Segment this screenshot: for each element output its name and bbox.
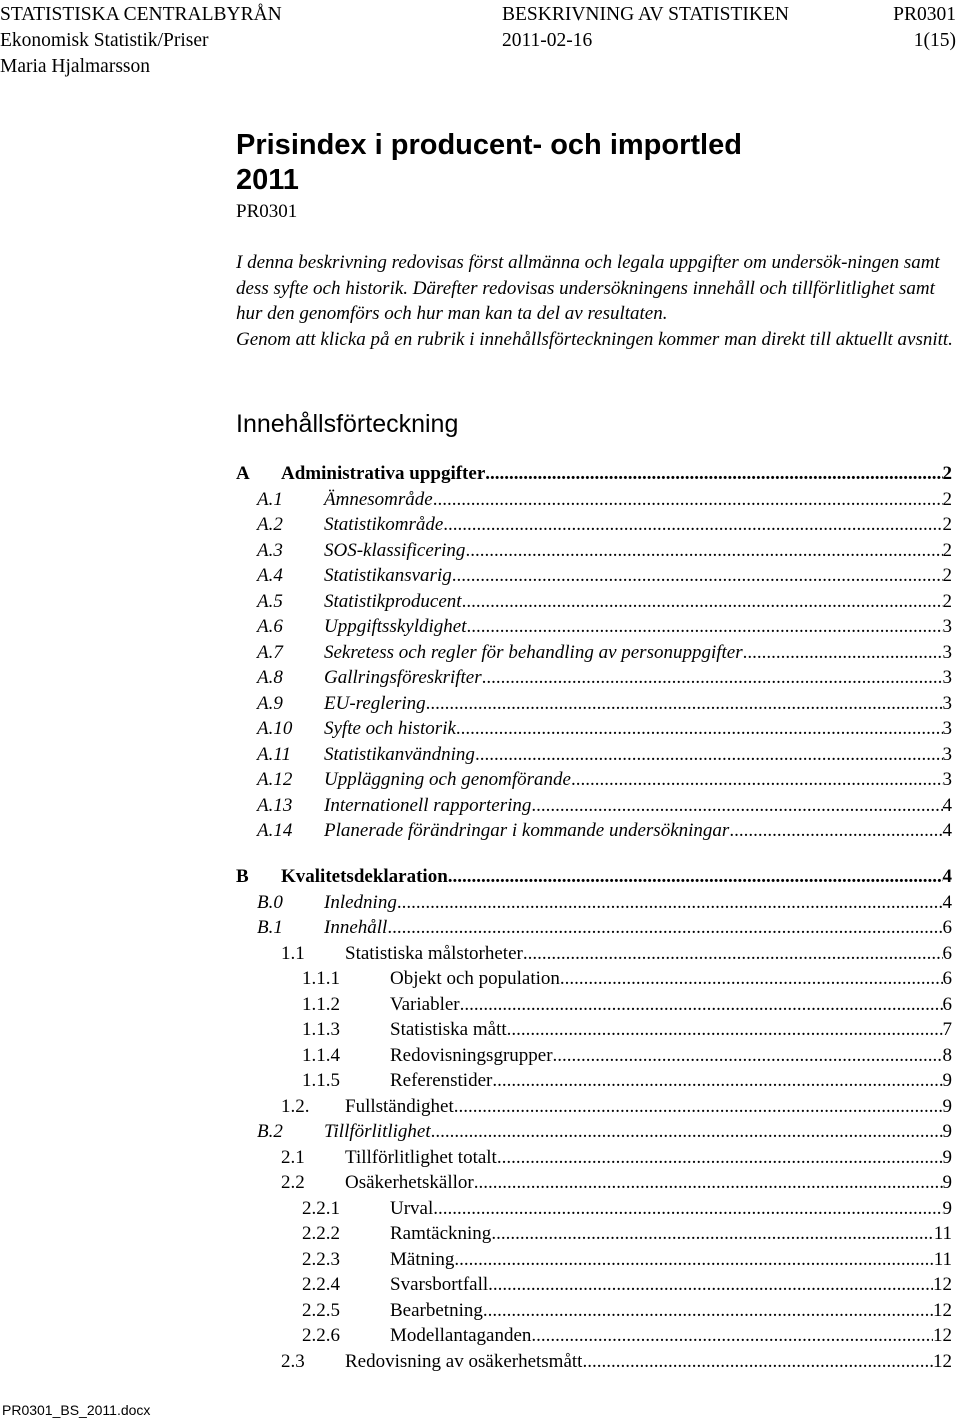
toc-entry-page: 9 — [942, 1172, 952, 1193]
toc-entry-number: A — [236, 463, 250, 484]
toc-entry[interactable] — [257, 512, 952, 538]
toc-entry-number: A.14 — [257, 820, 293, 841]
toc-entry[interactable] — [257, 614, 952, 640]
toc-entry-page: 2 — [942, 463, 952, 484]
toc-entry-page: 12 — [933, 1299, 952, 1321]
toc-leader-dots — [387, 915, 942, 941]
page-count: 1(15) — [913, 30, 956, 51]
agency-name: STATISTISKA CENTRALBYRÅN — [0, 4, 282, 25]
toc-entry-number: 2.2 — [281, 1172, 305, 1193]
toc-entry-page: 9 — [942, 1121, 952, 1142]
toc-leader-dots — [743, 640, 943, 666]
toc-entry-page: 2 — [942, 488, 952, 510]
toc-entry-number: 1.1.3 — [302, 1019, 340, 1040]
toc-entry[interactable] — [302, 1323, 952, 1349]
toc-entry-page: 9 — [942, 1095, 952, 1117]
toc-entry[interactable] — [281, 1170, 952, 1196]
toc-entry[interactable] — [257, 487, 952, 513]
header-middle — [502, 2, 789, 54]
toc-entry-number: 2.2.3 — [302, 1248, 340, 1270]
toc-leader-dots — [531, 793, 942, 819]
toc-entry-number: A.7 — [257, 641, 283, 663]
footer-filename: PR0301_BS_2011.docx — [2, 1402, 151, 1418]
toc-entry-number: A.2 — [257, 514, 283, 535]
toc-entry[interactable] — [302, 1247, 952, 1273]
toc-leader-dots — [460, 992, 943, 1018]
toc-leader-dots — [482, 665, 943, 691]
toc-leader-dots — [729, 818, 942, 844]
toc-entry-page: 8 — [942, 1044, 952, 1066]
toc-entry-label: Ramtäckning — [390, 1223, 492, 1244]
toc-entry-label: Statistiska målstorheter — [345, 942, 523, 964]
toc-entry-page: 3 — [942, 769, 952, 790]
toc-leader-dots — [397, 890, 943, 916]
author-name: Maria Hjalmarsson — [0, 56, 151, 77]
toc-entry-number: A.8 — [257, 667, 283, 688]
toc-entry[interactable] — [257, 640, 952, 666]
toc-entry-number: 1.1.4 — [302, 1044, 340, 1066]
toc-entry[interactable] — [257, 818, 952, 844]
toc-leader-dots — [523, 941, 943, 967]
toc-entry-page: 2 — [942, 514, 952, 535]
toc-entry-page: 11 — [933, 1248, 952, 1270]
toc-entry-label: Redovisningsgrupper — [390, 1044, 553, 1066]
toc-entry-label: Statistikansvarig — [324, 565, 452, 586]
toc-leader-dots — [454, 1247, 933, 1273]
toc-entry[interactable] — [257, 665, 952, 691]
intro-paragraph: I denna beskrivning redovisas först allmänna och legala uppgifter om undersök-ningen samt dess syfte och historik. Därefter redovisas undersökningens innehåll och tillförlitlighet samt hur den genomförs och hur man kan ta del av resultaten. — [236, 252, 940, 324]
toc-leader-dots — [553, 1043, 943, 1069]
toc-entry-label: Sekretess och regler för behandling av personuppgifter — [324, 641, 743, 663]
toc-entry[interactable] — [257, 767, 952, 793]
toc-leader-dots — [433, 1196, 942, 1222]
toc-entry-number: 2.2.4 — [302, 1274, 340, 1295]
toc-entry-page: 3 — [942, 692, 952, 714]
header-right — [893, 2, 956, 54]
toc-entry[interactable] — [257, 742, 952, 768]
toc-entry[interactable] — [302, 1068, 952, 1094]
toc-entry-page: 3 — [942, 743, 952, 765]
toc-entry[interactable] — [302, 1196, 952, 1222]
toc-entry-label: Uppgiftsskyldighet — [324, 616, 467, 637]
toc-entry-number: B.1 — [257, 917, 283, 938]
toc-entry-number: A.12 — [257, 769, 293, 790]
toc-entry[interactable] — [257, 890, 952, 916]
toc-entry-page: 9 — [942, 1146, 952, 1168]
toc-entry-number: 1.1.5 — [302, 1070, 340, 1091]
toc-entry-number: A.3 — [257, 539, 283, 561]
toc-leader-dots — [475, 742, 943, 768]
toc-leader-dots — [492, 1068, 942, 1094]
title-line: Prisindex i producent- och importled — [236, 129, 742, 161]
toc-entry-label: Inledning — [324, 891, 397, 913]
toc-entry-number: B.0 — [257, 891, 283, 913]
toc-leader-dots — [431, 1119, 943, 1145]
toc-entry-label: Modellantaganden — [390, 1325, 532, 1346]
toc-entry-number: 1.2. — [281, 1095, 310, 1117]
toc-entry[interactable] — [302, 1298, 952, 1324]
toc-entry-label: Tillförlitlighet totalt — [345, 1146, 497, 1168]
toc-leader-dots — [582, 1349, 933, 1375]
toc-leader-dots — [483, 1298, 933, 1324]
toc-entry[interactable] — [257, 589, 952, 615]
intro-paragraph: Genom att klicka på en rubrik i innehållsförteckningen kommer man direkt till aktuellt avsnitt. — [236, 328, 953, 350]
toc-entry-number: A.11 — [257, 743, 291, 765]
toc-entry-label: Planerade förändringar i kommande undersökningar — [324, 820, 730, 841]
toc-entry-label: Administrativa uppgifter — [281, 463, 486, 484]
toc-entry-page: 2 — [942, 539, 952, 561]
toc-entry[interactable] — [257, 915, 952, 941]
toc-entry-number: A.13 — [257, 794, 293, 816]
toc-entry-number: 2.3 — [281, 1350, 305, 1372]
page-title — [236, 128, 742, 198]
toc-entry[interactable] — [281, 1349, 952, 1375]
toc-entry-label: Fullständighet — [345, 1095, 454, 1117]
toc-entry[interactable] — [257, 793, 952, 819]
toc-entry-page: 3 — [942, 641, 952, 663]
toc-entry-page: 3 — [942, 718, 952, 739]
toc-entry[interactable] — [302, 1272, 952, 1298]
toc-entry-number: 2.1 — [281, 1146, 305, 1168]
toc-entry-page: 3 — [942, 616, 952, 637]
toc-entry[interactable] — [281, 1145, 952, 1171]
toc-entry-label: Uppläggning och genomförande — [324, 769, 571, 790]
toc-entry-label: Statistikområde — [324, 514, 444, 535]
title-year: 2011 — [236, 164, 299, 196]
toc-entry-page: 12 — [933, 1325, 952, 1346]
toc-leader-dots — [488, 1272, 933, 1298]
toc-entry-number: 2.2.2 — [302, 1223, 340, 1244]
toc-leader-dots — [454, 1094, 943, 1120]
toc-entry-page: 4 — [942, 866, 952, 887]
toc-entry-number: A.9 — [257, 692, 283, 714]
toc-entry[interactable] — [302, 1221, 952, 1247]
toc-entry-page: 6 — [942, 942, 952, 964]
toc-entry-number: 1.1 — [281, 942, 305, 964]
toc-leader-dots — [571, 767, 943, 793]
toc-leader-dots — [531, 1323, 933, 1349]
toc-entry-number: A.4 — [257, 565, 283, 586]
toc-entry-page: 4 — [942, 891, 952, 913]
toc-entry-number: A.6 — [257, 616, 283, 637]
toc-entry[interactable] — [257, 716, 952, 742]
toc-entry-page: 2 — [942, 565, 952, 586]
product-code: PR0301 — [236, 201, 298, 222]
toc-entry-page: 6 — [942, 993, 952, 1015]
toc-entry-number: A.5 — [257, 590, 283, 612]
toc-entry[interactable] — [302, 1017, 952, 1043]
document-type: BESKRIVNING AV STATISTIKEN — [502, 4, 789, 25]
toc-entry[interactable] — [302, 966, 952, 992]
toc-entry-label: Innehåll — [324, 917, 388, 938]
toc-entry-number: 1.1.2 — [302, 993, 340, 1015]
toc-entry-page: 9 — [942, 1070, 952, 1091]
document-date: 2011-02-16 — [502, 30, 593, 51]
toc-leader-dots — [466, 614, 942, 640]
toc-entry-number: 1.1.1 — [302, 968, 340, 989]
toc-leader-dots — [497, 1145, 943, 1171]
toc-entry-label: SOS-klassificering — [324, 539, 466, 561]
toc-entry[interactable] — [236, 461, 952, 487]
toc-entry-page: 9 — [942, 1197, 952, 1219]
toc-entry-number: A.1 — [257, 488, 283, 510]
toc-heading: Innehållsförteckning — [236, 410, 459, 438]
toc-leader-dots — [485, 461, 942, 487]
toc-entry-page: 6 — [942, 968, 952, 989]
toc-entry-label: Referenstider — [390, 1070, 493, 1091]
toc-leader-dots — [474, 1170, 943, 1196]
toc-entry-page: 4 — [942, 794, 952, 816]
toc-leader-dots — [491, 1221, 933, 1247]
toc-entry-number: B — [236, 866, 249, 887]
toc-entry-label: Mätning — [390, 1248, 455, 1270]
toc-leader-dots — [560, 966, 943, 992]
toc-entry-label: Ämnesområde — [324, 488, 433, 510]
toc-leader-dots — [443, 512, 942, 538]
toc-entry-page: 7 — [942, 1019, 952, 1040]
toc-entry[interactable] — [257, 538, 952, 564]
toc-leader-dots — [433, 487, 943, 513]
toc-entry-label: Gallringsföreskrifter — [324, 667, 482, 688]
toc-entry-number: 2.2.5 — [302, 1299, 340, 1321]
toc-entry-page: 4 — [942, 820, 952, 841]
toc-entry[interactable] — [281, 1094, 952, 1120]
toc-entry-label: Statistiska mått — [390, 1019, 507, 1040]
toc-entry-number: B.2 — [257, 1121, 283, 1142]
toc-leader-dots — [456, 716, 943, 742]
toc-leader-dots — [465, 538, 942, 564]
toc-entry-label: Kvalitetsdeklaration — [281, 866, 448, 887]
toc-entry-page: 11 — [933, 1223, 952, 1244]
toc-entry-page: 2 — [942, 590, 952, 612]
toc-entry-label: Tillförlitlighet — [324, 1121, 431, 1142]
toc-entry[interactable] — [302, 992, 952, 1018]
toc-entry-label: EU-reglering — [324, 692, 426, 714]
toc-leader-dots — [426, 691, 943, 717]
toc-entry-page: 12 — [933, 1274, 952, 1295]
toc-leader-dots — [462, 589, 943, 615]
toc-entry[interactable] — [236, 864, 952, 890]
toc-entry-label: Variabler — [390, 993, 460, 1015]
document-code: PR0301 — [893, 4, 956, 25]
toc-entry-page: 12 — [933, 1350, 952, 1372]
toc-entry-number: A.10 — [257, 718, 293, 739]
toc-entry-label: Statistikproducent — [324, 590, 462, 612]
toc-leader-dots — [507, 1017, 943, 1043]
toc-leader-dots — [448, 864, 943, 890]
toc-entry-number: 2.2.1 — [302, 1197, 340, 1219]
toc-entry-label: Urval — [390, 1197, 434, 1219]
toc-entry[interactable] — [257, 1119, 952, 1145]
toc-entry-label: Internationell rapportering — [324, 794, 532, 816]
department-name: Ekonomisk Statistik/Priser — [0, 30, 209, 51]
toc-entry-label: Svarsbortfall — [390, 1274, 489, 1295]
header-left — [0, 2, 282, 80]
toc-entry-label: Syfte och historik — [324, 718, 456, 739]
intro-text — [236, 250, 956, 352]
toc-entry-page: 3 — [942, 667, 952, 688]
toc-entry-number: 2.2.6 — [302, 1325, 340, 1346]
toc-entry-page: 6 — [942, 917, 952, 938]
toc-entry-label: Osäkerhetskällor — [345, 1172, 474, 1193]
toc-entry[interactable] — [302, 1043, 952, 1069]
toc-entry-label: Objekt och population — [390, 968, 560, 989]
toc-entry-label: Redovisning av osäkerhetsmått — [345, 1350, 583, 1372]
toc-entry[interactable] — [257, 563, 952, 589]
toc-entry[interactable] — [257, 691, 952, 717]
toc-entry-label: Statistikanvändning — [324, 743, 475, 765]
toc-entry[interactable] — [281, 941, 952, 967]
toc-entry-label: Bearbetning — [390, 1299, 483, 1321]
toc-leader-dots — [452, 563, 943, 589]
